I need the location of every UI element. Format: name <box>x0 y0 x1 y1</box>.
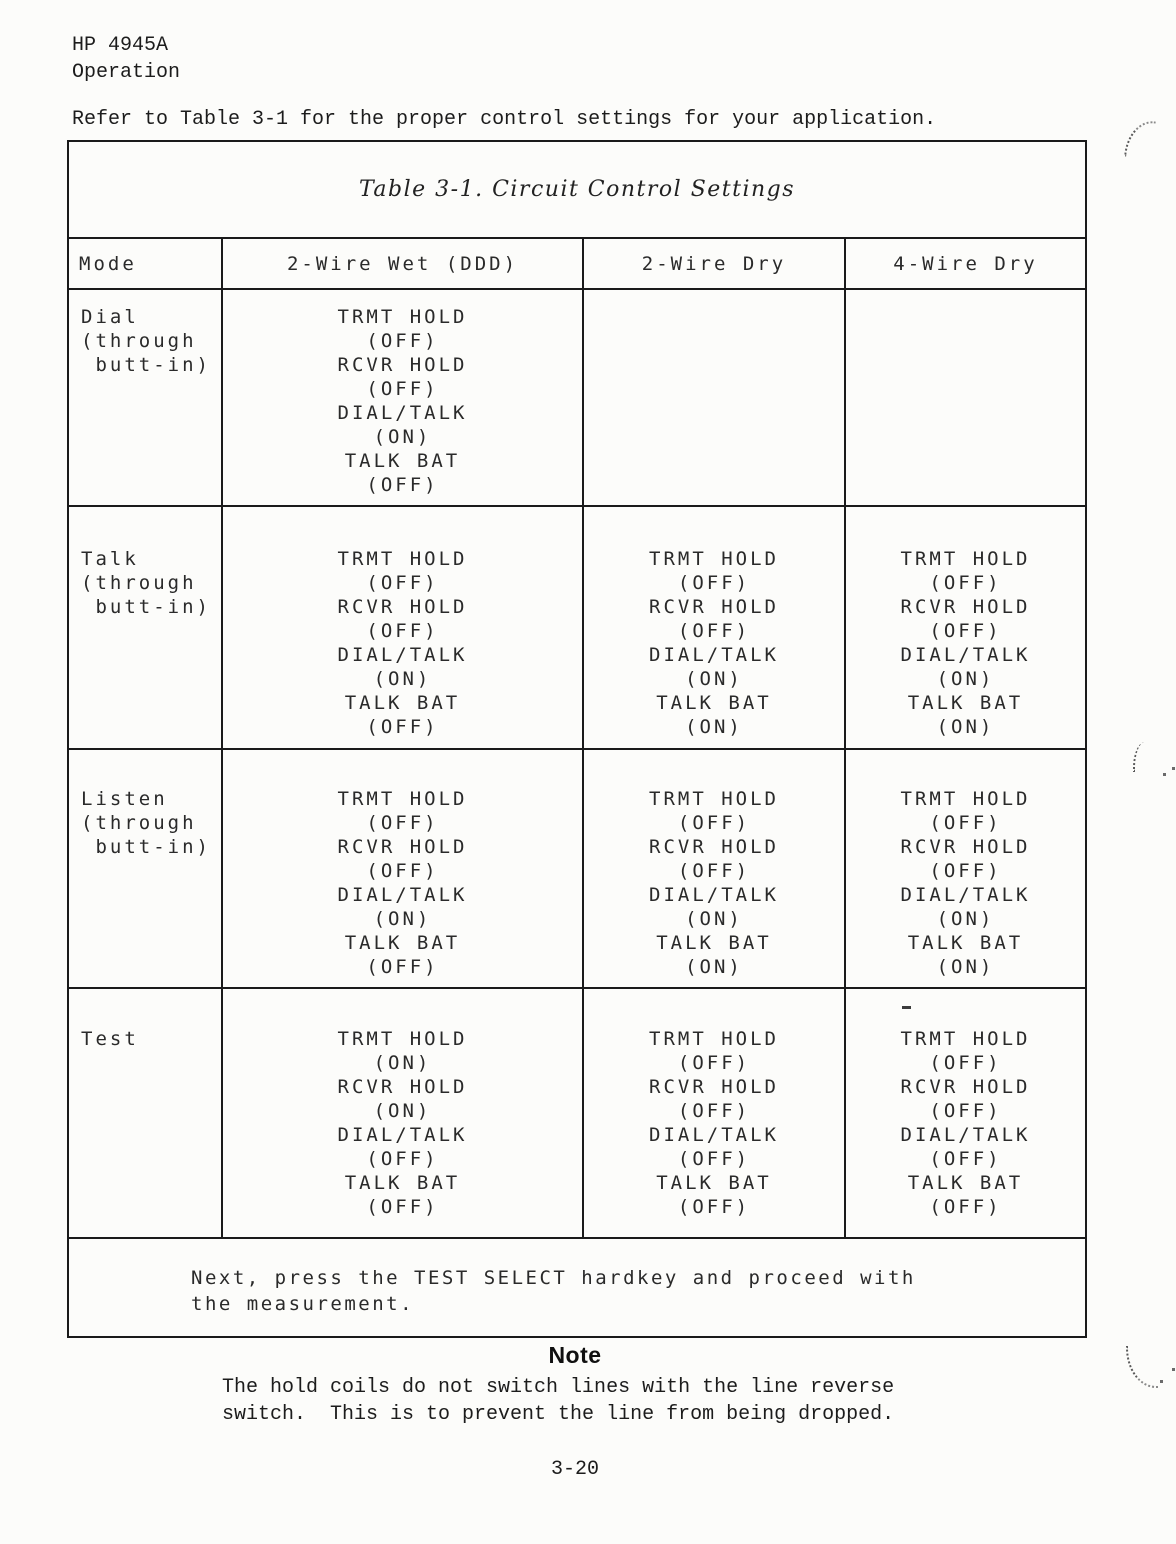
control-state: (OFF) <box>366 1196 439 1218</box>
control-label: TALK BAT <box>907 1172 1024 1194</box>
table-row-talk <box>69 507 1085 750</box>
control-label: DIAL/TALK <box>900 884 1031 906</box>
control-state: (OFF) <box>366 474 439 496</box>
control-label: TALK BAT <box>907 692 1024 714</box>
control-label: TALK BAT <box>656 932 772 954</box>
doc-section: Operation <box>72 61 181 84</box>
control-label: RCVR HOLD <box>337 354 468 376</box>
settings-cell-dial-2-wire-wet-ddd <box>223 290 584 505</box>
settings-cell-listen-2-wire-dry <box>584 750 846 987</box>
control-state: (ON) <box>373 1100 432 1122</box>
mode-label-line: (through <box>81 572 197 594</box>
settings-cell-talk-4-wire-dry <box>846 507 1085 748</box>
settings-cell-listen-2-wire-wet-ddd <box>223 750 584 987</box>
control-state: (ON) <box>936 668 995 690</box>
control-label: DIAL/TALK <box>649 884 779 906</box>
note-body-line: switch. This is to prevent the line from being dropped. <box>222 1403 895 1426</box>
control-label: TALK BAT <box>344 1172 461 1194</box>
note-heading: Note <box>548 1342 602 1368</box>
control-state: (OFF) <box>366 1148 439 1170</box>
control-state: (OFF) <box>366 572 439 594</box>
scan-artifact-dash <box>902 1006 911 1009</box>
control-label: TRMT HOLD <box>900 548 1031 570</box>
column-header-4-wire-dry: 4-Wire Dry <box>893 252 1038 275</box>
table-row-dial <box>69 290 1085 507</box>
scan-artifact-speck <box>1160 1380 1163 1383</box>
control-state: (OFF) <box>366 956 439 978</box>
table-footer-line: Next, press the TEST SELECT hardkey and proceed with <box>191 1267 916 1289</box>
control-label: TRMT HOLD <box>337 548 468 570</box>
control-label: DIAL/TALK <box>337 884 468 906</box>
settings-cell-talk-2-wire-wet-ddd <box>223 507 584 748</box>
control-state: (OFF) <box>366 716 439 738</box>
control-label: RCVR HOLD <box>649 1076 779 1098</box>
control-state: (OFF) <box>677 620 751 642</box>
control-state: (ON) <box>936 908 995 930</box>
control-label: TRMT HOLD <box>337 306 468 328</box>
control-state: (OFF) <box>677 1196 751 1218</box>
control-state: (ON) <box>373 668 432 690</box>
control-label: DIAL/TALK <box>900 1124 1031 1146</box>
control-state: (OFF) <box>366 812 439 834</box>
control-state: (OFF) <box>677 572 751 594</box>
settings-cell-dial-4-wire-dry <box>846 290 1085 505</box>
doc-header <box>72 32 180 86</box>
control-state: (OFF) <box>677 1052 751 1074</box>
scan-artifact-curl <box>1133 742 1149 772</box>
mode-label-line: butt-in) <box>81 354 211 376</box>
control-state: (ON) <box>373 1052 432 1074</box>
control-label: RCVR HOLD <box>900 596 1031 618</box>
mode-cell-dial <box>69 290 223 505</box>
control-state: (OFF) <box>677 1100 751 1122</box>
scan-artifact-curl <box>1126 1346 1158 1388</box>
scan-artifact-curl <box>1124 119 1156 160</box>
control-state: (ON) <box>373 426 432 448</box>
table-title-row <box>69 142 1085 239</box>
control-label: RCVR HOLD <box>900 1076 1031 1098</box>
control-state: (OFF) <box>929 1148 1002 1170</box>
control-state: (OFF) <box>366 378 439 400</box>
scan-artifact-speck <box>1172 767 1175 770</box>
circuit-control-table <box>67 140 1087 1338</box>
control-state: (ON) <box>685 956 743 978</box>
table-footer <box>69 1239 1085 1336</box>
scan-artifact-speck <box>1163 773 1166 776</box>
control-label: DIAL/TALK <box>337 1124 468 1146</box>
control-state: (ON) <box>685 908 743 930</box>
note-body-line: The hold coils do not switch lines with the line reverse <box>222 1376 895 1399</box>
control-label: DIAL/TALK <box>337 644 468 666</box>
column-header-2-wire-wet-ddd: 2-Wire Wet (DDD) <box>223 239 584 288</box>
control-label: TRMT HOLD <box>649 788 779 810</box>
mode-label-line: (through <box>81 330 197 352</box>
mode-label-line: Dial <box>81 306 139 328</box>
control-state: (OFF) <box>929 572 1002 594</box>
control-state: (ON) <box>373 908 432 930</box>
control-state: (OFF) <box>677 860 751 882</box>
control-label: RCVR HOLD <box>649 836 779 858</box>
control-state: (ON) <box>936 956 995 978</box>
table-row-test <box>69 989 1085 1239</box>
control-label: DIAL/TALK <box>337 402 468 424</box>
control-state: (OFF) <box>929 620 1002 642</box>
control-state: (ON) <box>936 716 995 738</box>
control-state: (OFF) <box>929 860 1002 882</box>
control-label: TRMT HOLD <box>337 788 468 810</box>
control-label: TALK BAT <box>656 692 772 714</box>
column-header-mode: Mode <box>69 239 223 288</box>
control-label: TALK BAT <box>656 1172 772 1194</box>
column-header-2-wire-dry: 2-Wire Dry <box>584 239 846 288</box>
settings-cell-listen-4-wire-dry <box>846 750 1085 987</box>
control-label: TRMT HOLD <box>900 788 1031 810</box>
control-label: TRMT HOLD <box>337 1028 468 1050</box>
control-state: (OFF) <box>929 1196 1002 1218</box>
mode-label-line: butt-in) <box>81 596 211 618</box>
control-label: TALK BAT <box>344 450 461 472</box>
settings-cell-talk-2-wire-dry <box>584 507 846 748</box>
settings-cell-test-4-wire-dry <box>846 989 1085 1237</box>
intro-text: Refer to Table 3-1 for the proper control settings for your application. <box>72 108 937 131</box>
control-label: DIAL/TALK <box>649 644 779 666</box>
mode-label-line: Listen <box>81 788 168 810</box>
control-state: (ON) <box>685 716 743 738</box>
control-state: (OFF) <box>677 1148 751 1170</box>
control-state: (ON) <box>685 668 743 690</box>
settings-cell-test-2-wire-wet-ddd <box>223 989 584 1237</box>
control-state: (OFF) <box>366 860 439 882</box>
control-label: DIAL/TALK <box>900 644 1031 666</box>
control-label: RCVR HOLD <box>900 836 1031 858</box>
control-state: (OFF) <box>366 330 439 352</box>
control-label: TALK BAT <box>907 932 1024 954</box>
mode-label-line: Test <box>81 1028 139 1050</box>
page-number: 3-20 <box>550 1458 599 1481</box>
control-label: RCVR HOLD <box>337 596 468 618</box>
control-label: RCVR HOLD <box>649 596 779 618</box>
table-body <box>69 290 1085 1239</box>
mode-label-line: butt-in) <box>81 836 211 858</box>
control-label: TALK BAT <box>344 932 461 954</box>
mode-cell-test <box>69 989 223 1237</box>
control-state: (OFF) <box>929 1052 1002 1074</box>
mode-cell-talk <box>69 507 223 748</box>
settings-cell-dial-2-wire-dry <box>584 290 846 505</box>
table-footer-text <box>191 1265 1055 1317</box>
settings-cell-test-2-wire-dry <box>584 989 846 1237</box>
table-title: Table 3-1. Circuit Control Settings <box>358 177 796 202</box>
control-label: TRMT HOLD <box>649 1028 779 1050</box>
note-body <box>222 1374 894 1428</box>
mode-cell-listen <box>69 750 223 987</box>
table-row-listen <box>69 750 1085 989</box>
control-state: (OFF) <box>366 620 439 642</box>
mode-label-line: Talk <box>81 548 139 570</box>
control-label: RCVR HOLD <box>337 1076 468 1098</box>
control-state: (OFF) <box>929 1100 1002 1122</box>
control-label: DIAL/TALK <box>649 1124 779 1146</box>
control-label: TRMT HOLD <box>649 548 779 570</box>
table-header-row <box>69 239 1085 290</box>
control-label: TALK BAT <box>344 692 461 714</box>
control-label: RCVR HOLD <box>337 836 468 858</box>
scan-artifact-speck <box>1172 1368 1175 1371</box>
control-state: (OFF) <box>929 812 1002 834</box>
mode-label-line: (through <box>81 812 197 834</box>
table-footer-line: the measurement. <box>191 1293 415 1315</box>
control-label: TRMT HOLD <box>900 1028 1031 1050</box>
doc-model: HP 4945A <box>72 34 169 57</box>
control-state: (OFF) <box>677 812 751 834</box>
